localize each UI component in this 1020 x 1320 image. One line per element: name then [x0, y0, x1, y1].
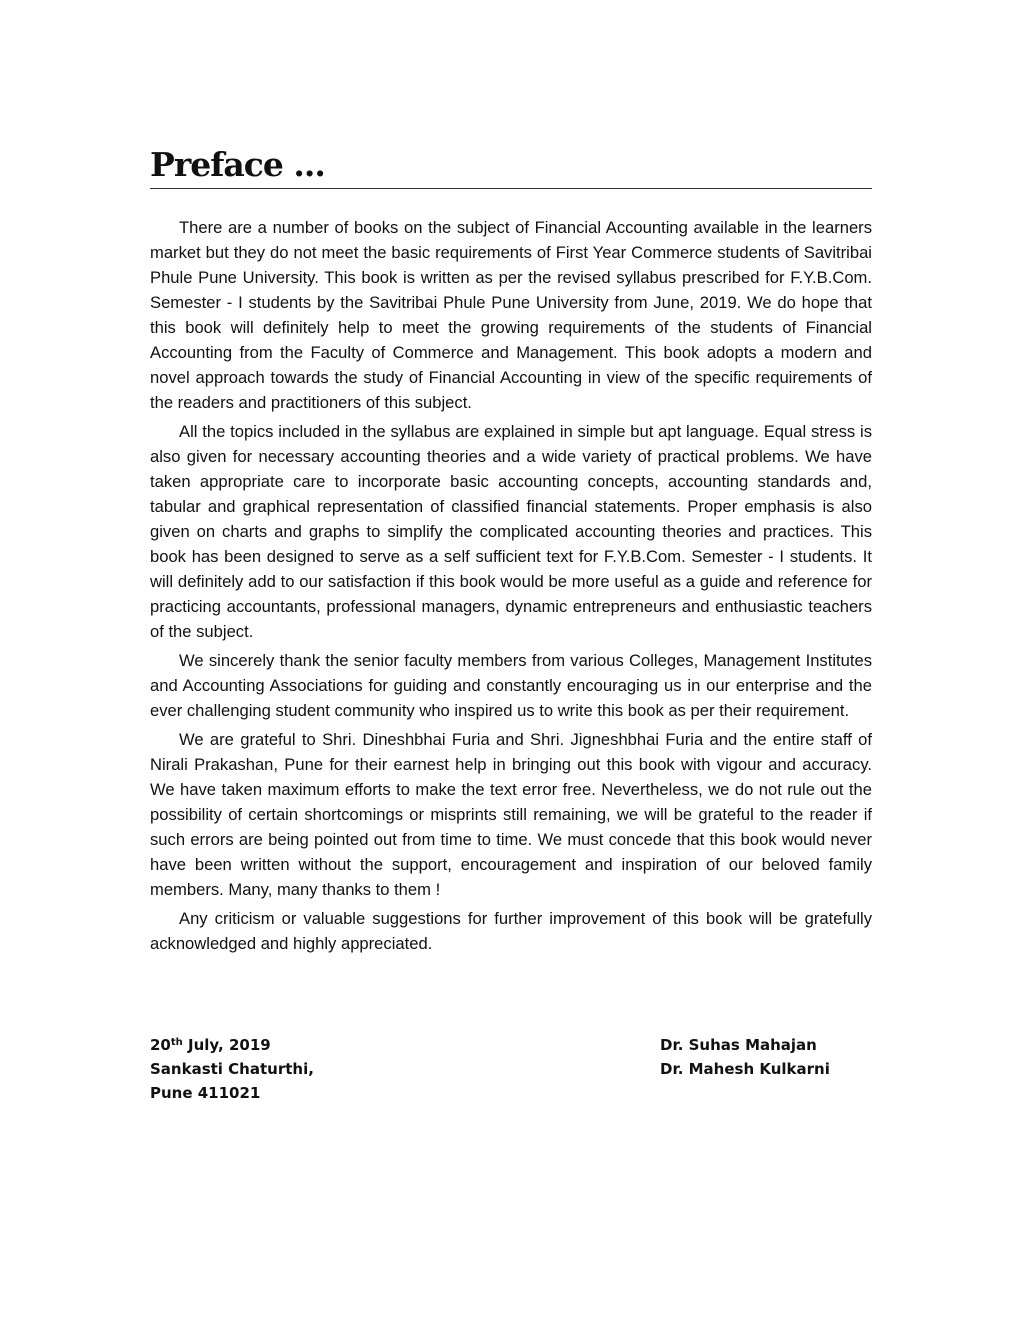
- date-suffix: th: [170, 1037, 183, 1048]
- title-divider: [150, 188, 872, 189]
- author-name: Dr. Mahesh Kulkarni: [660, 1060, 830, 1078]
- occasion: Sankasti Chaturthi,: [150, 1060, 314, 1078]
- page-title: Preface ...: [150, 145, 325, 184]
- preface-body: [150, 215, 872, 956]
- authors-block: [660, 1033, 830, 1081]
- date-rest: July, 2019: [182, 1036, 271, 1054]
- author-name: Dr. Suhas Mahajan: [660, 1036, 817, 1054]
- date-place-block: [150, 1033, 314, 1105]
- paragraph: We sincerely thank the senior faculty members from various Colleges, Management Institutes and Accounting Associations for guiding and constantly encouraging us in our enterprise and the ever challenging student community who inspired us to write this book as per their requirement.: [150, 651, 872, 720]
- date: [150, 1033, 314, 1057]
- place: Pune 411021: [150, 1084, 261, 1102]
- paragraph: We are grateful to Shri. Dineshbhai Furia and Shri. Jigneshbhai Furia and the entire staff of Nirali Prakashan, Pune for their earnest help in bringing out this book with vigour and accuracy. We have taken maximum efforts to make the text error free. Nevertheless, we do not rule out the possibility of certain shortcomings or misprints still remaining, we will be grateful to the reader if such errors are being pointed out from time to time. We must concede that this book would never have been written without the support, encouragement and inspiration of our beloved family members. Many, many thanks to them !: [150, 730, 872, 899]
- preface-page: [150, 145, 872, 960]
- paragraph: There are a number of books on the subject of Financial Accounting available in the learners market but they do not meet the basic requirements of First Year Commerce students of Savitribai Phule Pune University. This book is written as per the revised syllabus prescribed for F.Y.B.Com. Semester - I students by the Savitribai Phule Pune University from June, 2019. We do hope that this book will definitely help to meet the growing requirements of the students of Financial Accounting from the Faculty of Commerce and Management. This book adopts a modern and novel approach towards the study of Financial Accounting in view of the specific requirements of the readers and practitioners of this subject.: [150, 218, 872, 412]
- paragraph: All the topics included in the syllabus are explained in simple but apt language. Equal stress is also given for necessary accounting theories and a wide variety of practical problems. We have taken appropriate care to incorporate basic accounting concepts, accounting standards and, tabular and graphical representation of classified financial statements. Proper emphasis is also given on charts and graphs to simplify the complicated accounting theories and practices. This book has been designed to serve as a self sufficient text for F.Y.B.Com. Semester - I students. It will definitely add to our satisfaction if this book would be more useful as a guide and reference for practicing accountants, professional managers, dynamic entrepreneurs and enthusiastic teachers of the subject.: [150, 422, 872, 641]
- date-day: 20: [150, 1036, 171, 1054]
- paragraph: Any criticism or valuable suggestions for further improvement of this book will be gratefully acknowledged and highly appreciated.: [150, 909, 872, 953]
